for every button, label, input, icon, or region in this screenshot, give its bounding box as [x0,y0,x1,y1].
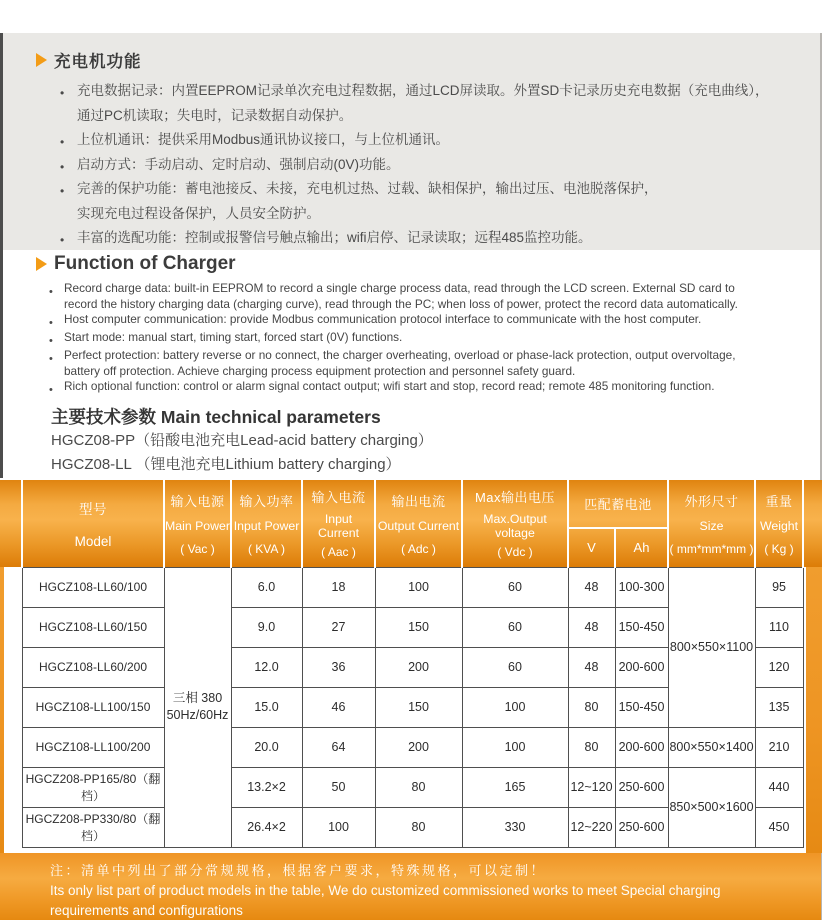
list-item [60,153,820,178]
header-unit: ( Vac ) [180,541,215,556]
cell-battery-ah: 200-600 [615,727,668,767]
list-item [49,348,820,379]
header-cell-voltage-v [568,528,615,567]
header-label: Model [74,533,112,549]
header-label: Main Power [165,518,230,533]
cell-input-power: 9.0 [231,607,302,647]
cell-battery-v: 48 [568,647,615,687]
cell-battery-ah: 250-600 [615,807,668,847]
bullet-text-line: Rich optional function: control or alarm signal contact output; wifi start and stop, record read; remote 485 monitoring function. [64,379,715,394]
bullet-text-line: 通过PC机读取；失电时，记录数据自动保护。 [77,107,353,123]
bullet-icon [49,379,64,397]
cell-output-current: 150 [375,607,462,647]
cell-weight: 440 [755,767,803,807]
cell-model: HGCZ208-PP330/80（翻档） [22,807,164,847]
cell-max-voltage: 60 [462,607,568,647]
cell-battery-v: 48 [568,607,615,647]
bullet-text-line: 启动方式：手动启动、定时启动、强制启动(0V)功能。 [77,156,400,172]
header-cell-battery-group [568,480,668,528]
cell-battery-v: 12~220 [568,807,615,847]
cell-input-current: 64 [302,727,375,767]
bullet-text-line: battery off protection. Achieve charging process equipment protection and personnel safety guard. [64,363,576,378]
cell-max-voltage: 60 [462,567,568,607]
cell-weight: 95 [755,567,803,607]
cell-output-current: 200 [375,727,462,767]
cell-weight: 450 [755,807,803,847]
footer-note-bar [0,853,821,920]
cell-model: HGCZ108-LL100/200 [22,727,164,767]
header-cell-weight [755,480,803,567]
side-band-right [806,567,822,853]
model-line-pp: HGCZ08-PP（铅酸电池充电Lead-acid battery charging） [51,432,433,450]
bullet-text-line: 上位机通讯：提供采用Modbus通讯协议接口，与上位机通讯。 [77,132,450,147]
header-unit: ( KVA ) [247,541,286,556]
header-label: 输入电源 [170,493,225,509]
cell-battery-v: 80 [568,687,615,727]
footer-note-en-1: Its only list part of product models in the table, We do customized commissioned works to meet Special charging [50,883,721,898]
bullet-icon [49,348,64,379]
bullet-icon [60,177,77,226]
bullet-icon [60,79,77,128]
cell-input-current: 46 [302,687,375,727]
main-power-line: 三相 380 [172,691,223,705]
cell-max-voltage: 60 [462,647,568,687]
header-label: Input Current [317,511,359,540]
header-label: 型号 [79,501,107,517]
bullet-icon [49,281,64,312]
header-cell-main-power [164,480,231,567]
bullet-icon [60,153,77,178]
list-item [60,128,820,153]
cell-size: 800×550×1100 [668,567,755,727]
arrow-right-icon [36,53,47,67]
header-label: Input Power [233,518,300,533]
bullet-icon [60,128,77,153]
bullet-text-line: Perfect protection: battery reverse or no connect, the charger overheating, overload or phase-lack protection, output overvoltage, [64,348,736,363]
header-cell-input-power [231,480,302,567]
cell-battery-ah: 100-300 [615,567,668,607]
cell-output-current: 150 [375,687,462,727]
header-cell-input-current [302,480,375,567]
cell-battery-ah: 150-450 [615,607,668,647]
cn-bullet-list [36,79,820,250]
list-item [49,281,820,312]
list-item [60,177,820,226]
tech-parameters-title: 主要技术参数 Main technical parameters [51,407,381,428]
table-row [22,767,803,807]
cell-model: HGCZ108-LL60/200 [22,647,164,687]
bullet-icon [49,330,64,348]
list-item [49,379,820,397]
cell-weight: 210 [755,727,803,767]
cell-max-voltage: 165 [462,767,568,807]
model-line-ll: HGCZ08-LL （锂电池充电Lithium battery charging） [51,455,401,473]
bullet-icon [49,312,64,330]
cell-battery-ah: 200-600 [615,647,668,687]
list-item [49,330,820,348]
en-section-title: Function of Charger [54,253,236,274]
cell-battery-v: 80 [568,727,615,767]
header-label: 外形尺寸 [684,493,739,509]
main-power-line: 50Hz/60Hz [166,708,229,722]
cell-battery-ah: 150-450 [615,687,668,727]
cell-output-current: 80 [375,807,462,847]
header-label: Max输出电压 [474,490,556,506]
header-cell-model [22,480,164,567]
cell-input-power: 13.2×2 [231,767,302,807]
cell-output-current: 80 [375,767,462,807]
header-unit: ( Kg ) [764,541,794,556]
cell-battery-ah: 250-600 [615,767,668,807]
header-label: Output Current [377,518,460,533]
footer-note-en-2: requirements and configurations [50,903,243,918]
en-bullet-list [36,281,820,397]
header-cell-max-output-voltage [462,480,568,567]
header-label: Weight [759,518,799,533]
cn-section-header [36,48,820,72]
bullet-text-line: Host computer communication: provide Modbus communication protocol interface to communicate with the host computer. [64,312,702,327]
cell-input-current: 50 [302,767,375,807]
bullet-text-line: 充电数据记录：内置EEPROM记录单次充电过程数据，通过LCD屏读取。外置SD卡记录历史充电数据（充电曲线）， [77,83,769,98]
arrow-right-icon [36,257,47,271]
cell-size: 850×500×1600 [668,767,755,847]
header-unit: ( Adc ) [401,541,436,556]
cell-output-current: 200 [375,647,462,687]
cell-main-power [164,567,231,847]
cn-section-title: 充电机功能 [54,53,142,71]
header-unit: ( Aac ) [321,545,356,560]
table-row [22,727,803,767]
cell-size: 800×550×1400 [668,727,755,767]
header-label: V [587,540,596,556]
header-unit: ( mm*mm*mm ) [669,541,754,556]
header-label: 匹配蓄电池 [584,497,652,512]
cell-model: HGCZ108-LL60/100 [22,567,164,607]
cell-model: HGCZ108-LL100/150 [22,687,164,727]
bullet-text-line: record the history charging data (charging curve), read through the PC; when loss of power, protect the record data automatically. [64,296,738,311]
footer-note-cn: 注：清单中列出了部分常规规格，根据客户要求，特殊规格，可以定制！ [50,863,547,878]
cell-input-current: 18 [302,567,375,607]
cell-input-power: 6.0 [231,567,302,607]
cell-input-power: 12.0 [231,647,302,687]
cell-max-voltage: 100 [462,727,568,767]
cell-output-current: 100 [375,567,462,607]
bullet-text-line: Record charge data: built-in EEPROM to record a single charge process data, read through the LCD screen. External SD card to [64,281,735,295]
bullet-text-line: 实现充电过程设备保护，人员安全防护。 [77,205,320,221]
cell-input-current: 36 [302,647,375,687]
header-label: 输入功率 [239,493,294,509]
table-row [22,567,803,607]
cell-weight: 110 [755,607,803,647]
cell-input-power: 26.4×2 [231,807,302,847]
spec-table [21,480,804,848]
header-cell-capacity-ah [615,528,668,567]
header-label: Ah [633,540,650,556]
header-label: 输入电流 [311,490,366,506]
cell-weight: 135 [755,687,803,727]
cell-input-power: 20.0 [231,727,302,767]
cell-model: HGCZ108-LL60/150 [22,607,164,647]
charger-function-section-cn [3,33,820,250]
bullet-text-line: Start mode: manual start, timing start, forced start (0V) functions. [64,330,403,345]
list-item [49,312,820,330]
cell-input-current: 100 [302,807,375,847]
charger-function-section-en [3,252,820,476]
header-cell-size [668,480,755,567]
cell-max-voltage: 100 [462,687,568,727]
spec-table-zone [0,478,822,853]
header-label: 输出电流 [391,493,446,509]
side-band-left [0,567,4,853]
header-label: 重量 [765,493,793,509]
cell-battery-v: 48 [568,567,615,607]
bullet-text-line: 丰富的选配功能：控制或报警信号触点输出；wifi启停、记录读取；远程485监控功能。 [77,230,592,245]
header-unit: ( Vdc ) [497,545,533,560]
cell-battery-v: 12~120 [568,767,615,807]
cell-input-power: 15.0 [231,687,302,727]
list-item [60,226,820,250]
cell-input-current: 27 [302,607,375,647]
header-label: Size [699,518,724,533]
header-label: Max.Output voltage [483,511,547,540]
bullet-icon [60,226,77,250]
cell-model: HGCZ208-PP165/80（翻档） [22,767,164,807]
list-item [60,79,820,128]
cell-weight: 120 [755,647,803,687]
bullet-text-line: 完善的保护功能：蓄电池接反、未接，充电机过热、过载、缺相保护，输出过压、电池脱落保护， [77,181,658,196]
header-cell-output-current [375,480,462,567]
cell-max-voltage: 330 [462,807,568,847]
en-section-header [36,252,820,276]
